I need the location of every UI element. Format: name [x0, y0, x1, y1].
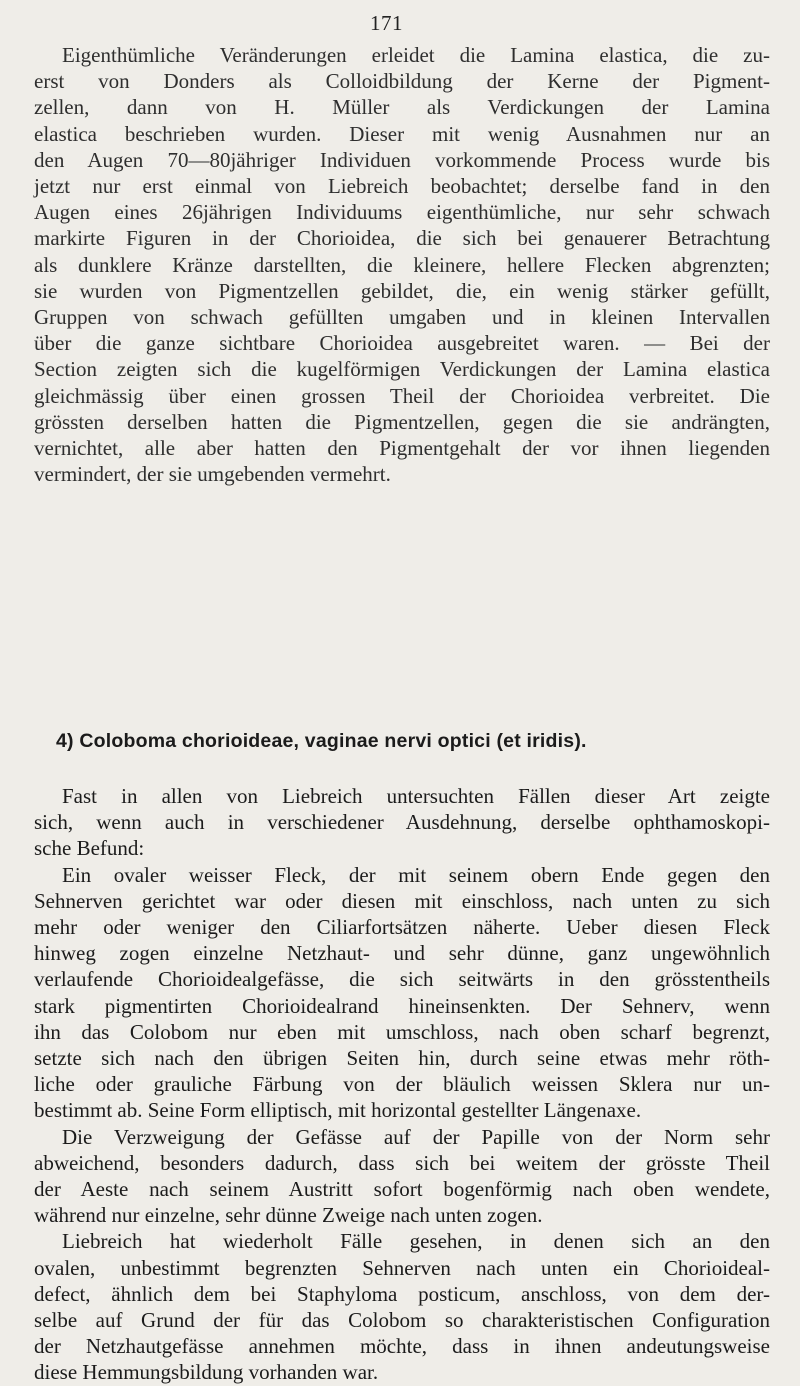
text-line: der Netzhautgefässe annehmen möchte, dass in ihnen andeutungsweise	[34, 1334, 770, 1359]
text-line: markirte Figuren in der Chorioidea, die sich bei genauerer Betrachtung	[34, 226, 770, 251]
section-body	[34, 783, 770, 1386]
text-line: vermindert, der sie umgebenden vermehrt.	[34, 462, 391, 487]
text-line: den Augen 70—80jähriger Individuen vorkommende Process wurde bis	[34, 147, 770, 172]
text-line: Gruppen von schwach gefüllten umgaben und in kleinen Intervallen	[34, 305, 770, 330]
text-line: selbe auf Grund der für das Colobom so charakteristischen Configuration	[34, 1308, 770, 1333]
page-number: 171	[370, 11, 403, 35]
section-heading: 4) Coloboma chorioideae, vaginae nervi optici (et iridis).	[56, 730, 587, 752]
text-line: setzte sich nach den übrigen Seiten hin, durch seine etwas mehr röth-	[34, 1046, 770, 1071]
text-line: verlaufende Chorioidealgefässe, die sich seitwärts in den grösstentheils	[34, 967, 770, 992]
paragraph-2	[34, 783, 770, 862]
text-line: defect, ähnlich dem bei Staphyloma posticum, anschloss, von dem der-	[34, 1281, 770, 1306]
text-line: sche Befund:	[34, 836, 145, 861]
text-line: Fast in allen von Liebreich untersuchten Fällen dieser Art zeigte	[62, 784, 770, 808]
text-line: stark pigmentirten Chorioidealrand hineinsenkten. Der Sehnerv, wenn	[34, 993, 770, 1018]
text-line: ihn das Colobom nur eben mit umschloss, nach oben scharf begrenzt,	[34, 1019, 770, 1044]
text-line: Sehnerven gerichtet war oder diesen mit einschloss, nach unten zu sich	[34, 888, 770, 913]
text-line: grössten derselben hatten die Pigmentzellen, gegen die sie andrängten,	[34, 409, 770, 434]
text-line: erst von Donders als Colloidbildung der Kerne der Pigment-	[34, 69, 770, 94]
paragraph-4	[34, 1124, 770, 1229]
paragraph-1	[34, 42, 770, 487]
text-line: gleichmässig über einen grossen Theil der Chorioidea verbreitet. Die	[34, 383, 770, 408]
text-line: sich, wenn auch in verschiedener Ausdehnung, derselbe ophthamoskopi-	[34, 810, 770, 835]
text-line: Eigenthümliche Veränderungen erleidet die Lamina elastica, die zu-	[62, 43, 770, 67]
text-line: während nur einzelne, sehr dünne Zweige nach unten zogen.	[34, 1203, 543, 1228]
text-line: liche oder grauliche Färbung von der bläulich weissen Sklera nur un-	[34, 1072, 770, 1097]
text-line: sie wurden von Pigmentzellen gebildet, die, ein wenig stärker gefüllt,	[34, 278, 770, 303]
paragraph-lamina-elastica	[34, 42, 770, 487]
text-line: mehr oder weniger den Ciliarfortsätzen näherte. Ueber diesen Fleck	[34, 915, 770, 940]
text-line: elastica beschrieben wurden. Dieser mit wenig Ausnahmen nur an	[34, 121, 770, 146]
text-line: zellen, dann von H. Müller als Verdickungen der Lamina	[34, 95, 770, 120]
text-line: vernichtet, alle aber hatten den Pigmentgehalt der vor ihnen liegenden	[34, 436, 770, 461]
text-line: Section zeigten sich die kugelförmigen Verdickungen der Lamina elastica	[34, 357, 770, 382]
text-line: über die ganze sichtbare Chorioidea ausgebreitet waren. — Bei der	[34, 331, 770, 356]
text-line: hinweg zogen einzelne Netzhaut- und sehr dünne, ganz ungewöhnlich	[34, 941, 770, 966]
text-line: als dunklere Kränze darstellten, die kleinere, hellere Flecken abgrenzten;	[34, 252, 770, 277]
text-line: jetzt nur erst einmal von Liebreich beobachtet; derselbe fand in den	[34, 174, 770, 199]
text-line: Ein ovaler weisser Fleck, der mit seinem obern Ende gegen den	[62, 862, 770, 887]
paragraph-5	[34, 1228, 770, 1385]
text-line: Liebreich hat wiederholt Fälle gesehen, in denen sich an den	[62, 1229, 770, 1254]
text-line: bestimmt ab. Seine Form elliptisch, mit horizontal gestellter Längenaxe.	[34, 1098, 642, 1123]
text-line: diese Hemmungsbildung vorhanden war.	[34, 1360, 379, 1385]
text-line: Augen eines 26jährigen Individuums eigenthümliche, nur sehr schwach	[34, 200, 770, 225]
text-line: Die Verzweigung der Gefässe auf der Papille von der Norm sehr	[62, 1124, 770, 1149]
text-line: abweichend, besonders dadurch, dass sich bei weitem der grösste Theil	[34, 1150, 770, 1175]
text-line: der Aeste nach seinem Austritt sofort bogenförmig nach oben wendete,	[34, 1177, 770, 1202]
paragraph-3	[34, 862, 770, 1124]
text-line: ovalen, unbestimmt begrenzten Sehnerven nach unten ein Chorioideal-	[34, 1255, 770, 1280]
